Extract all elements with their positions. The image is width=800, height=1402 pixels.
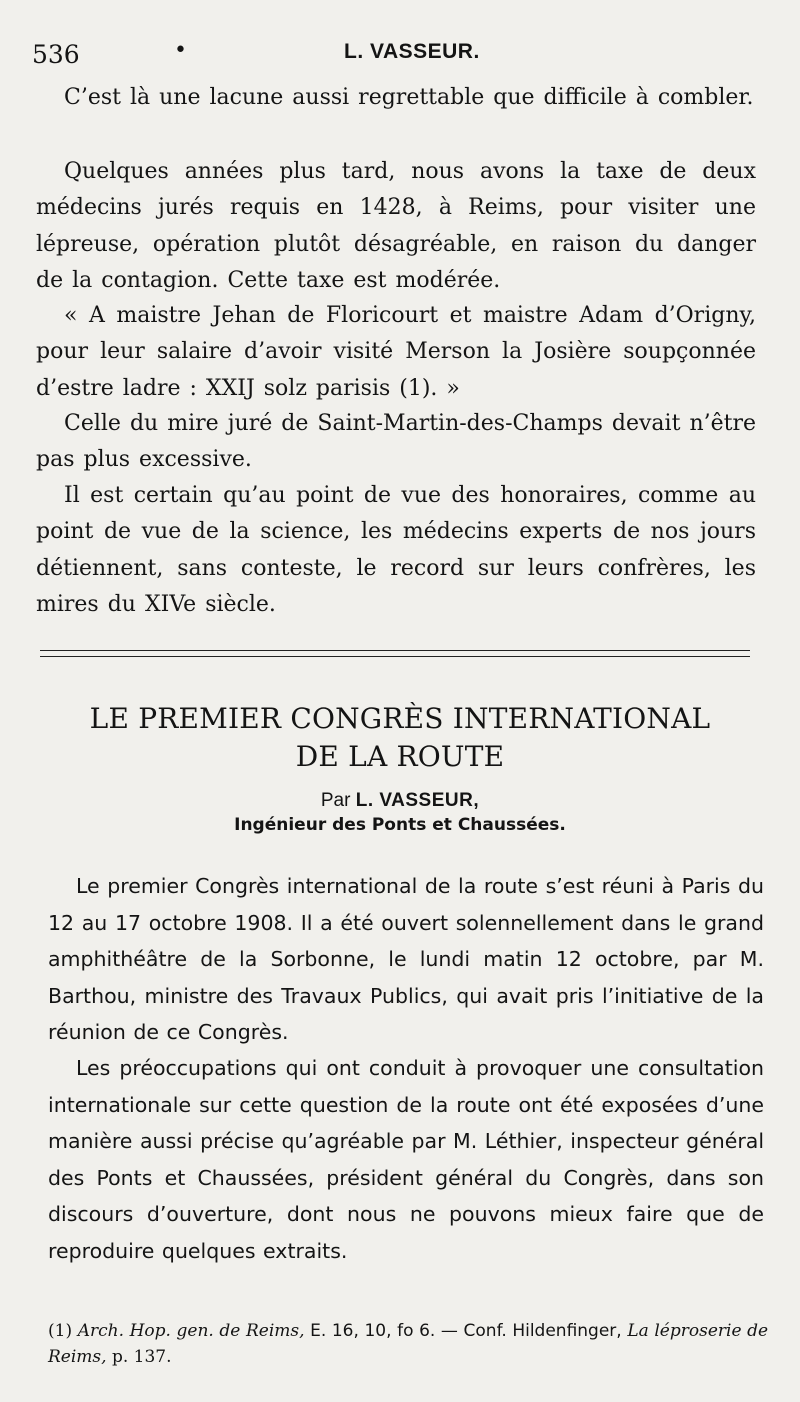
paragraph-5: Il est certain qu’au point de vue des honoraires, comme au point de vue de la science, les médecins experts de nos jours détiennent, sans conteste, le record sur leurs confrères, les mires du XIVe siècle. [36,483,756,618]
footnote-page: p. 137. [111,1347,172,1367]
paragraph-4: Celle du mire juré de Saint-Martin-des-Champs devait n’être pas plus excessive. [36,411,756,473]
article-paragraph-1: Le premier Congrès international de la route s’est réuni à Paris du 12 au 17 octobre 1908. Il a été ouvert solennellement dans le grand amphithéâtre de la Sorbonne, le lundi matin 12 octobre, par M. Barthou, ministre des Travaux Publics, qui avait pris l’initiative de la réunion de ce Congrès. [48,874,764,1045]
byline [40,790,760,812]
byline-prefix: Par [320,790,351,811]
paragraph-3-quotation: « A maistre Jehan de Floricourt et maistre Adam d’Origny, pour leur salaire d’avoir visité Merson la Josière soupçonnée d’estre ladre : XXIJ solz parisis (1). » [36,303,756,401]
footnote-reference: E. 16, 10, fo 6. — [310,1321,458,1341]
footnote-source: Arch. Hop. gen. de Reims, [77,1321,305,1341]
page-header [28,34,768,70]
author-title: Ingénieur des Ponts et Chaussées. [234,815,566,835]
header-dot: • [174,38,187,63]
running-head: L. VASSEUR. [344,40,480,63]
footnote-work: La léproserie de Reims, [48,1321,769,1367]
footnote-marker: (1) [48,1321,73,1341]
paragraph-2: Quelques années plus tard, nous avons la taxe de deux médecins jurés requis en 1428, à Reims, pour visiter une lépreuse, opération plutôt désagréable, en raison du danger de la contagion. Cette taxe est modérée. [36,159,756,294]
article-paragraph-2: Les préoccupations qui ont conduit à provoquer une consultation internationale sur cette question de la route ont été exposées d’une manière aussi précise qu’agréable par M. Léthier, inspecteur général des Ponts et Chaussées, président général du Congrès, dans son discours d’ouverture, dont nous ne pouvons mieux faire que de reproduire quelques extraits. [48,1056,765,1263]
page-number: 536 [32,40,80,69]
article-title-line-1: LE PREMIER CONGRÈS INTERNATIONAL [89,702,711,735]
footnote-conf: Conf. Hildenfinger, [463,1321,622,1341]
section-divider-top [40,650,750,651]
paragraph-1: C’est là une lacune aussi regrettable que difficile à combler. [64,85,754,110]
footnote [48,1318,768,1370]
article-title-line-2: DE LA ROUTE [295,740,505,773]
author-name: L. VASSEUR, [355,790,480,811]
section-divider-bottom [40,656,750,657]
